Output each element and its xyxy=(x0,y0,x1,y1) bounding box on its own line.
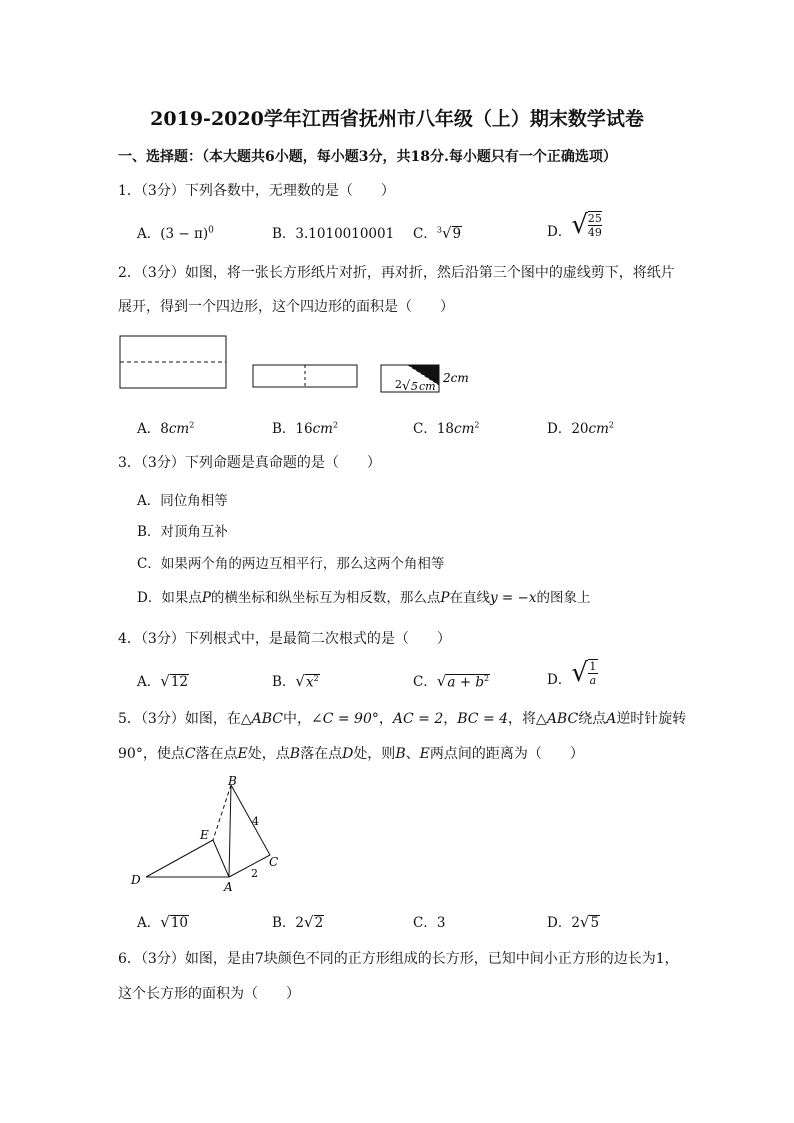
segment-ed xyxy=(146,840,213,877)
label-d: D xyxy=(131,873,141,887)
q3-option-c: C．如果两个角的两边互相平行，那么这两个角相等 xyxy=(137,556,445,572)
section-heading: 一、选择题：（本大题共6小题，每小题3分，共18分.每小题只有一个正确选项） xyxy=(118,149,617,165)
q3-option-b: B．对顶角互补 xyxy=(137,524,228,540)
q5-option-a: A．√10 xyxy=(137,913,188,931)
page-title: 2019-2020学年江西省抚州市八年级（上）期末数学试卷 xyxy=(150,108,644,130)
label-e: E xyxy=(200,828,209,842)
q2-option-c: C．$18cm^2$ xyxy=(413,420,480,437)
q1-option-c: C．$^3$√9 xyxy=(413,224,462,242)
q3-option-a: A．同位角相等 xyxy=(137,493,228,509)
fig-label-root: 5 xyxy=(411,380,418,393)
q4-option-b: B．$√x^2$ xyxy=(272,672,319,690)
q5-figure xyxy=(124,774,294,894)
q6-stem-line1: 6．（3分）如图，是由7块颜色不同的正方形组成的长方形，已知中间小正方形的边长为1， xyxy=(118,951,679,967)
fig-label-2cm: 2cm xyxy=(443,371,469,385)
fig-label-2: 2 xyxy=(395,378,402,391)
segment-bc xyxy=(231,785,270,855)
q4-option-d: D．√ $\frac{1}{a}$ xyxy=(547,658,597,688)
q1-option-a: A．$(3 - \pi)^0$ xyxy=(137,225,214,242)
label-4: 4 xyxy=(252,815,259,828)
fig-sqrt-sign: √ xyxy=(402,379,411,394)
q2-option-b: B．$16cm^2$ xyxy=(272,420,339,437)
q1-option-d: D．√ $\frac{25}{49}$ xyxy=(547,210,602,240)
segment-ba xyxy=(229,785,231,877)
q5-option-b: B．2√2 xyxy=(272,913,324,931)
q2-stem-line2: 展开，得到一个四边形，这个四边形的面积是（ ） xyxy=(118,299,454,315)
q4-stem: 4．（3分）下列根式中，是最简二次根式的是（ ） xyxy=(118,631,451,647)
q4-option-c: C．$√a + b^2$ xyxy=(413,672,490,690)
q4-option-a: A．√12 xyxy=(137,672,188,690)
segment-ca xyxy=(229,855,270,877)
q1-stem: 1．（3分）下列各数中，无理数的是（ ） xyxy=(118,183,395,199)
segment-ea xyxy=(213,840,229,877)
q5-option-c: C．3 xyxy=(413,915,446,931)
label-c: C xyxy=(269,855,279,869)
label-b: B xyxy=(228,774,237,788)
segment-be-dashed xyxy=(213,785,231,840)
q2-stem-line1: 2．（3分）如图，将一张长方形纸片对折，再对折，然后沿第三个图中的虚线剪下，将纸片 xyxy=(118,265,675,281)
fig-label-cm: cm xyxy=(419,380,436,393)
q5-option-d: D．2√5 xyxy=(547,913,600,931)
q5-stem-line2: 90°，使点C落在点E处，点B落在点D处，则B、E两点间的距离为（ ） xyxy=(118,746,584,762)
q2-option-d: D．$20cm^2$ xyxy=(547,420,614,437)
label-a: A xyxy=(224,880,233,894)
q2-figure xyxy=(118,334,478,396)
q3-stem: 3．（3分）下列命题是真命题的是（ ） xyxy=(118,455,381,471)
q1-option-b: B．3.1010010001 xyxy=(272,226,395,242)
label-2: 2 xyxy=(251,867,258,880)
q5-stem-line1: 5．（3分）如图，在△ABC中，∠C = 90°，AC = 2，BC = 4，将△ABC绕点A逆时针旋转 xyxy=(118,711,687,727)
q6-stem-line2: 这个长方形的面积为（ ） xyxy=(118,986,300,1002)
q3-option-d: D．如果点P的横坐标和纵坐标互为相反数，那么点P在直线y = −x的图象上 xyxy=(137,590,591,606)
q2-option-a: A．$8cm^2$ xyxy=(137,420,195,437)
